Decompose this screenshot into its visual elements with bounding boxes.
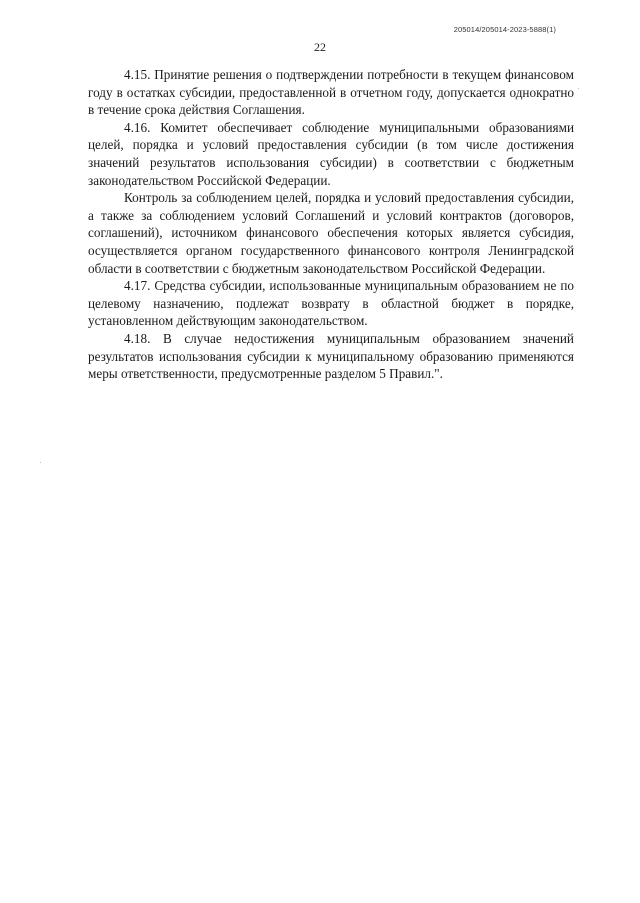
document-id: 205014/205014-2023-5888(1) xyxy=(453,25,556,34)
document-body xyxy=(88,66,574,383)
paragraph-4-15: 4.15. Принятие решения о подтверждении потребности в текущем финансовом году в остатках субсидии, предоставленной в отчетном году, допускается однократно в течение срока действия Соглашения. xyxy=(88,67,574,118)
scan-speck xyxy=(578,88,579,89)
paragraph-4-18: 4.18. В случае недостижения муниципальным образованием значений результатов использования субсидии к муниципальному образованию применяются меры ответственности, предусмотренные разделом 5 Правил.". xyxy=(88,330,574,382)
scan-speck xyxy=(40,462,41,463)
paragraph-4-17: 4.17. Средства субсидии, использованные муниципальным образованием не по целевому назначению, подлежат возврату в областной бюджет в порядке, установленном действующим законодательством. xyxy=(88,278,574,329)
page-number: 22 xyxy=(314,40,326,54)
paragraph-4-16: 4.16. Комитет обеспечивает соблюдение муниципальными образованиями целей, порядка и условий предоставления субсидии (в том числе достижения значений результатов использования субсидии) в соответствии с бюджетным законодательством Российской Федерации. xyxy=(88,119,574,188)
paragraph-control: Контроль за соблюдением целей, порядка и условий предоставления субсидии, а также за соблюдением условий Соглашений и условий контрактов (договоров, соглашений), источником финансового обеспечения которых является субсидия, осуществляется органом государственного финансового контроля Ленинградской области в соответствии с бюджетным законодательством Российской Федерации. xyxy=(88,190,574,276)
